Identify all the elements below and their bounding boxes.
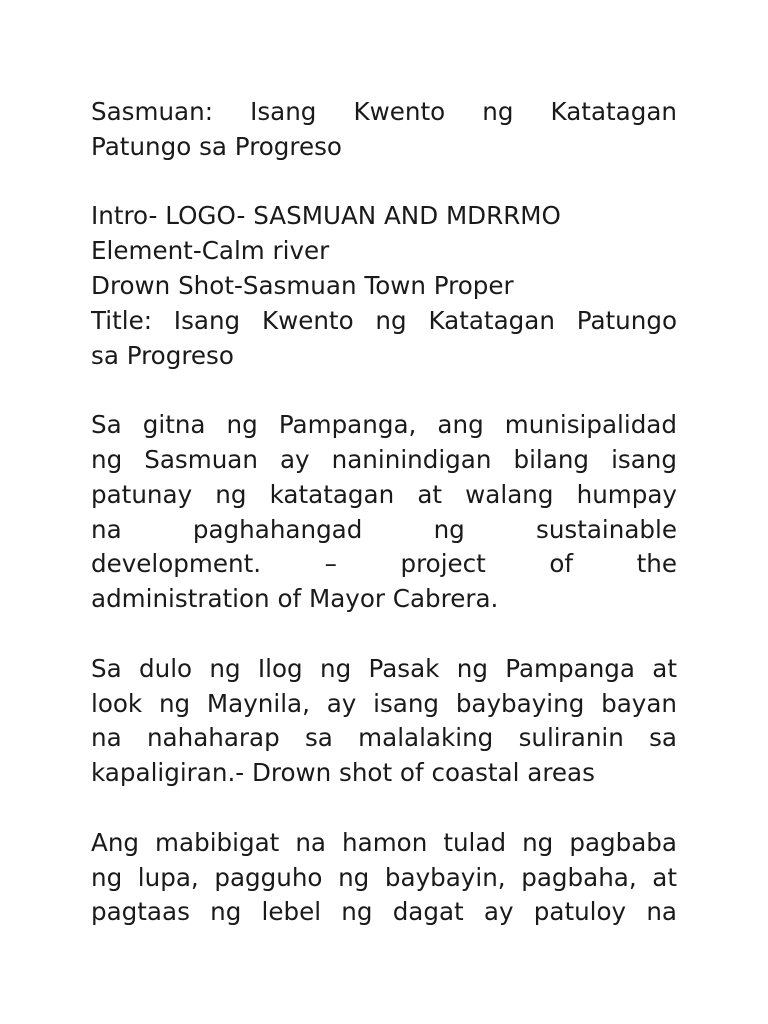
paragraph-line: ng Sasmuan ay naninindigan bilang isang xyxy=(91,444,677,474)
intro-block xyxy=(91,199,677,373)
paragraph-line: pagtaas ng lebel ng dagat ay patuloy na xyxy=(91,897,677,927)
intro-line: Title: Isang Kwento ng Katatagan Patungo xyxy=(91,305,677,335)
paragraph-line: Sa dulo ng Ilog ng Pasak ng Pampanga at xyxy=(91,653,677,683)
intro-line: Element-Calm river xyxy=(91,236,330,266)
paragraph-2 xyxy=(91,652,677,791)
intro-line: Drown Shot-Sasmuan Town Proper xyxy=(91,270,514,300)
paragraph-line: kapaligiran.- Drown shot of coastal areas xyxy=(91,758,595,788)
title-line: Patungo sa Progreso xyxy=(91,131,342,161)
intro-line: Intro- LOGO- SASMUAN AND MDRRMO xyxy=(91,201,561,231)
document-title xyxy=(91,95,677,165)
paragraph-line: patunay ng katatagan at walang humpay xyxy=(91,479,677,509)
paragraph-line: na paghahangad ng sustainable xyxy=(91,514,677,544)
title-line: Sasmuan: Isang Kwento ng Katatagan xyxy=(91,97,677,126)
intro-line: sa Progreso xyxy=(91,340,234,370)
paragraph-1 xyxy=(91,408,677,617)
paragraph-line: Sa gitna ng Pampanga, ang munisipalidad xyxy=(91,410,677,440)
paragraph-line: look ng Maynila, ay isang baybaying bayan xyxy=(91,688,677,718)
paragraph-line: na nahaharap sa malalaking suliranin sa xyxy=(91,723,677,753)
paragraph-line: development. – project of the xyxy=(91,549,677,579)
paragraph-line: administration of Mayor Cabrera. xyxy=(91,584,499,614)
paragraph-line: Ang mabibigat na hamon tulad ng pagbaba xyxy=(91,827,677,857)
paragraph-line: ng lupa, pagguho ng baybayin, pagbaha, at xyxy=(91,862,677,892)
paragraph-3 xyxy=(91,826,677,930)
